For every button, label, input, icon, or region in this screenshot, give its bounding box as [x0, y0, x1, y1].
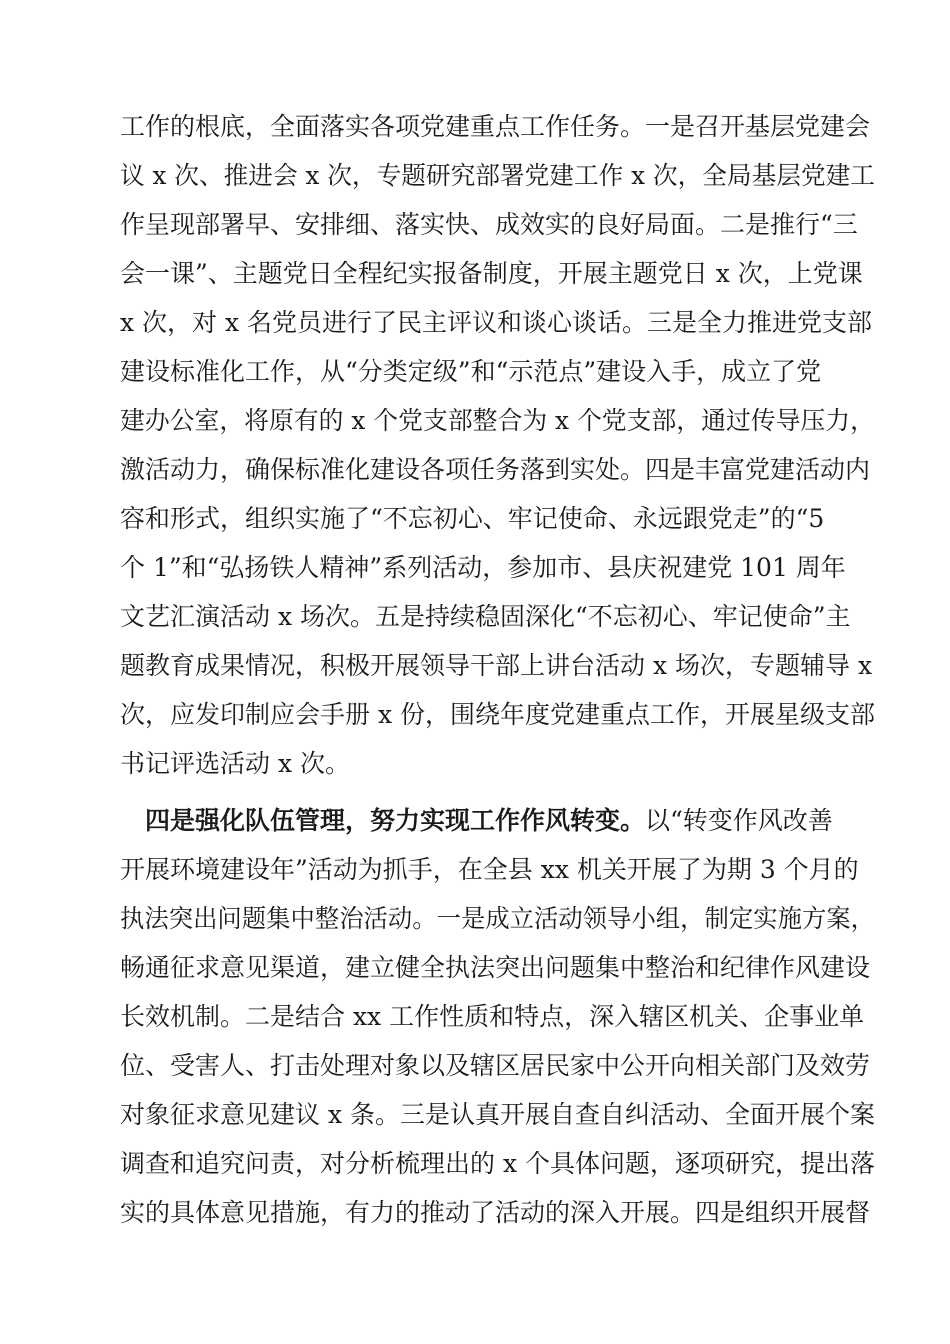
body-text-line: 会一课”、主题党日全程纪实报备制度，开展主题党日 x 次，上党课: [120, 259, 863, 288]
body-text-line: 工作的根底，全面落实各项党建重点工作任务。一是召开基层党建会: [120, 112, 871, 141]
body-text-line: 激活动力，确保标准化建设各项任务落到实处。四是丰富党建活动内: [120, 455, 871, 484]
body-text-line: 建设标准化工作，从“分类定级”和“示范点”建设入手，成立了党: [120, 357, 822, 386]
body-text-line: 议 x 次、推进会 x 次，专题研究部署党建工作 x 次，全局基层党建工: [120, 161, 875, 190]
body-text-line: 个 1”和“弘扬铁人精神”系列活动，参加市、县庆祝建党 101 周年: [120, 553, 846, 582]
body-text-line: 开展环境建设年”活动为抓手，在全县 xx 机关开展了为期 3 个月的: [120, 855, 859, 884]
body-text-line: 建办公室，将原有的 x 个党支部整合为 x 个党支部，通过传导压力，: [120, 406, 875, 435]
body-text-fragment: 以“转变作风改善: [645, 806, 833, 835]
body-text-line: 作呈现部署早、安排细、落实快、成效实的良好局面。二是推行“三: [120, 210, 858, 239]
body-text-line: 调查和追究问责，对分析梳理出的 x 个具体问题，逐项研究，提出落: [120, 1149, 875, 1178]
body-text-line: 书记评选活动 x 次。: [120, 749, 350, 778]
paragraph-heading: 四是强化队伍管理，努力实现工作作风转变。: [145, 806, 646, 835]
body-text-line: x 次，对 x 名党员进行了民主评议和谈心谈话。三是全力推进党支部: [120, 308, 873, 337]
paragraph-first-line: [145, 805, 833, 837]
body-text-line: 题教育成果情况，积极开展领导干部上讲台活动 x 场次，专题辅导 x: [120, 651, 873, 680]
body-text-line: 次，应发印制应会手册 x 份，围绕年度党建重点工作，开展星级支部: [120, 700, 875, 729]
body-text-line: 位、受害人、打击处理对象以及辖区居民家中公开向相关部门及效劳: [120, 1051, 871, 1080]
body-text-line: 容和形式，组织实施了“不忘初心、牢记使命、永远跟党走”的“5: [120, 504, 825, 533]
body-text-line: 执法突出问题集中整治活动。一是成立活动领导小组，制定实施方案，: [120, 904, 876, 933]
body-text-line: 长效机制。二是结合 xx 工作性质和特点，深入辖区机关、企事业单: [120, 1002, 865, 1031]
body-text-line: 实的具体意见措施，有力的推动了活动的深入开展。四是组织开展督: [120, 1198, 871, 1227]
body-text-line: 畅通征求意见渠道，建立健全执法突出问题集中整治和纪律作风建设: [120, 953, 871, 982]
body-text-line: 文艺汇演活动 x 场次。五是持续稳固深化“不忘初心、牢记使命”主: [120, 602, 851, 631]
body-text-line: 对象征求意见建议 x 条。三是认真开展自查自纠活动、全面开展个案: [120, 1100, 875, 1129]
